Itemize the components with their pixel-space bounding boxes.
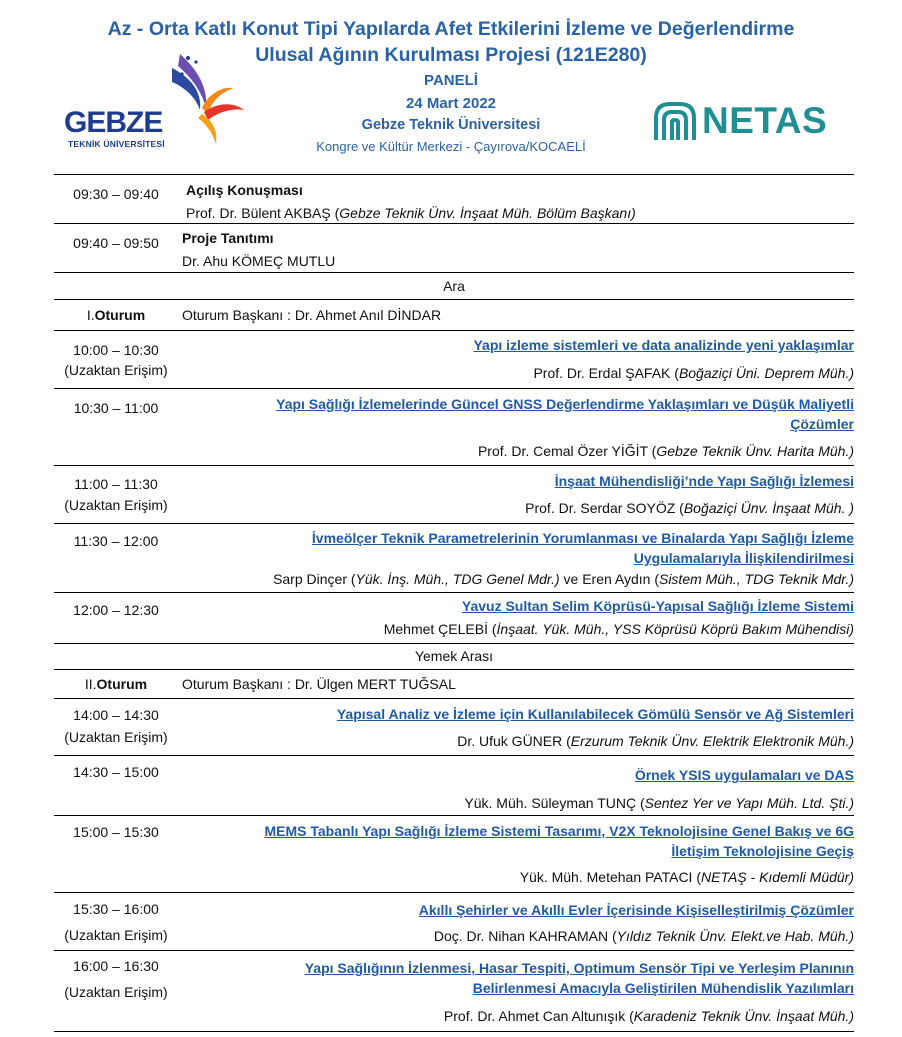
talk-row	[54, 816, 854, 893]
talk-speaker: Dr. Ufuk GÜNER (Erzurum Teknik Ünv. Elektrik Elektronik Müh.)	[457, 733, 854, 749]
talk-title-link[interactable]: Belirlenmesi Amacıyla Geliştirilen Mühendislik Yazılımları	[472, 980, 854, 996]
talk-speaker: Yük. Müh. Süleyman TUNÇ (Sentez Yer ve Yapı Müh. Ltd. Şti.)	[464, 795, 854, 811]
slot-speaker: Prof. Dr. Bülent AKBAŞ (Gebze Teknik Ünv. İnşaat Müh. Bölüm Başkanı)	[186, 205, 636, 221]
session-label: I.Oturum	[86, 307, 146, 323]
talk-title-link[interactable]: Yavuz Sultan Selim Köprüsü-Yapısal Sağlığı İzleme Sistemi	[461, 598, 854, 614]
event-date: 24 Mart 2022	[405, 95, 497, 112]
talk-speaker: Prof. Dr. Erdal ŞAFAK (Boğaziçi Üni. Deprem Müh.)	[533, 365, 854, 381]
talk-title-link[interactable]: Akıllı Şehirler ve Akıllı Evler İçerisinde Kişiselleştirilmiş Çözümler	[418, 902, 854, 918]
talk-speaker: Sarp Dinçer (Yük. İnş. Müh., TDG Genel Mdr.) ve Eren Aydın (Sistem Müh., TDG Teknik Mdr.)	[273, 571, 854, 587]
netas-logo	[652, 98, 852, 146]
talk-speaker: Yük. Müh. Metehan PATACI (NETAŞ - Kıdemli Müdür)	[519, 869, 854, 885]
talk-row	[54, 699, 854, 756]
slot-time: 11:00 – 11:30	[74, 476, 158, 492]
talk-title-link[interactable]: Yapısal Analiz ve İzleme için Kullanılabilecek Gömülü Sensör ve Ağ Sistemleri	[336, 706, 854, 722]
talk-speaker: Mehmet ÇELEBİ (İnşaat. Yük. Müh., YSS Köprüsü Köprü Bakım Mühendisi)	[383, 621, 854, 637]
talk-title-link[interactable]: Yapı izleme sistemleri ve data analizinde yeni yaklaşımlar	[473, 337, 854, 353]
slot-time: 12:00 – 12:30	[73, 602, 159, 618]
title-line-2: Ulusal Ağının Kurulması Projesi (121E280)	[255, 44, 647, 66]
title-line-1: Az - Orta Katlı Konut Tipi Yapılarda Afet Etkilerini İzleme ve Değerlendirme	[107, 18, 795, 40]
session-row	[54, 300, 854, 331]
gebze-logo	[64, 48, 244, 158]
talk-row	[54, 331, 854, 389]
break-row	[54, 273, 854, 300]
talk-title-link[interactable]: Yapı Sağlığı İzlemelerinde Güncel GNSS Değerlendirme Yaklaşımları ve Düşük Maliyetli	[276, 396, 854, 412]
talk-title-link[interactable]: MEMS Tabanlı Yapı Sağlığı İzleme Sistemi Tasarımı, V2X Teknolojisine Genel Bakış ve 6G	[264, 823, 854, 839]
slot-time: 15:00 – 15:30	[73, 824, 159, 840]
slot-time: 09:40 – 09:50	[73, 235, 159, 251]
schedule-table	[54, 174, 854, 1032]
netas-emblem-icon	[652, 98, 698, 144]
talk-row	[54, 466, 854, 524]
talk-title-link[interactable]: Uygulamalarıyla İlişkilendirilmesi	[633, 550, 854, 566]
session-label: II.Oturum	[84, 676, 148, 692]
slot-time: 14:00 – 14:30	[73, 707, 159, 723]
talk-title-link[interactable]: İnşaat Mühendisliği’nde Yapı Sağlığı İzlemesi	[554, 473, 854, 489]
talk-row	[54, 756, 854, 816]
schedule-row	[54, 224, 854, 273]
talk-row	[54, 893, 854, 951]
slot-time: 10:00 – 10:30	[73, 342, 159, 358]
netas-logo-name: NETAS	[702, 100, 828, 141]
slot-note: (Uzaktan Erişim)	[64, 729, 168, 745]
page-header	[0, 0, 902, 170]
talk-speaker: Doç. Dr. Nihan KAHRAMAN (Yıldız Teknik Ünv. Elekt.ve Hab. Müh.)	[433, 928, 854, 944]
gebze-logo-name: GEBZE	[64, 106, 163, 139]
university-name: Gebze Teknik Üniversitesi	[361, 117, 541, 133]
break-label: Yemek Arası	[414, 648, 494, 664]
break-row	[54, 644, 854, 670]
talk-title-link[interactable]: Örnek YSIS uygulamaları ve DAS	[634, 767, 854, 783]
session-chair: Oturum Başkanı : Dr. Ülgen MERT TUĞSAL	[182, 676, 456, 692]
break-label: Ara	[443, 278, 465, 294]
slot-note: (Uzaktan Erişim)	[64, 927, 168, 943]
slot-note: (Uzaktan Erişim)	[64, 984, 168, 1000]
slot-time: 10:30 – 11:00	[73, 400, 159, 416]
session-chair: Oturum Başkanı : Dr. Ahmet Anıl DİNDAR	[182, 307, 442, 323]
slot-time: 15:30 – 16:00	[73, 901, 159, 917]
venue: Kongre ve Kültür Merkezi - Çayırova/KOCAELİ	[316, 139, 586, 154]
talk-row	[54, 951, 854, 1032]
talk-speaker: Prof. Dr. Ahmet Can Altunışık (Karadeniz Teknik Ünv. İnşaat Müh.)	[443, 1008, 854, 1024]
talk-speaker: Prof. Dr. Cemal Özer YİĞİT (Gebze Teknik Ünv. Harita Müh.)	[477, 443, 854, 459]
slot-title: Proje Tanıtımı	[182, 230, 274, 246]
slot-note: (Uzaktan Erişim)	[64, 497, 168, 513]
talk-row	[54, 593, 854, 644]
slot-note: (Uzaktan Erişim)	[64, 362, 168, 378]
gebze-emblem-icon	[152, 48, 262, 148]
session-row	[54, 670, 854, 699]
slot-time: 09:30 – 09:40	[73, 186, 159, 202]
talk-row	[54, 524, 854, 593]
slot-speaker: Dr. Ahu KÖMEÇ MUTLU	[182, 253, 336, 269]
talk-title-link[interactable]: Çözümler	[790, 416, 854, 432]
talk-row	[54, 389, 854, 466]
schedule-row	[54, 175, 854, 224]
slot-time: 16:00 – 16:30	[73, 958, 159, 974]
panel-label: PANELİ	[424, 72, 478, 89]
slot-time: 11:30 – 12:00	[73, 533, 159, 549]
slot-title: Açılış Konuşması	[186, 182, 303, 198]
slot-time: 14:30 – 15:00	[73, 764, 159, 780]
talk-title-link[interactable]: İvmeölçer Teknik Parametrelerinin Yorumlanması ve Binalarda Yapı Sağlığı İzleme	[311, 530, 854, 546]
talk-speaker: Prof. Dr. Serdar SOYÖZ (Boğaziçi Ünv. İnşaat Müh. )	[525, 500, 854, 516]
gebze-logo-subtitle: TEKNİK ÜNİVERSİTESİ	[68, 139, 165, 149]
talk-title-link[interactable]: İletişim Teknolojisine Geçiş	[671, 843, 854, 859]
talk-title-link[interactable]: Yapı Sağlığının İzlenmesi, Hasar Tespiti, Optimum Sensör Tipi ve Yerleşim Planının	[304, 960, 854, 976]
